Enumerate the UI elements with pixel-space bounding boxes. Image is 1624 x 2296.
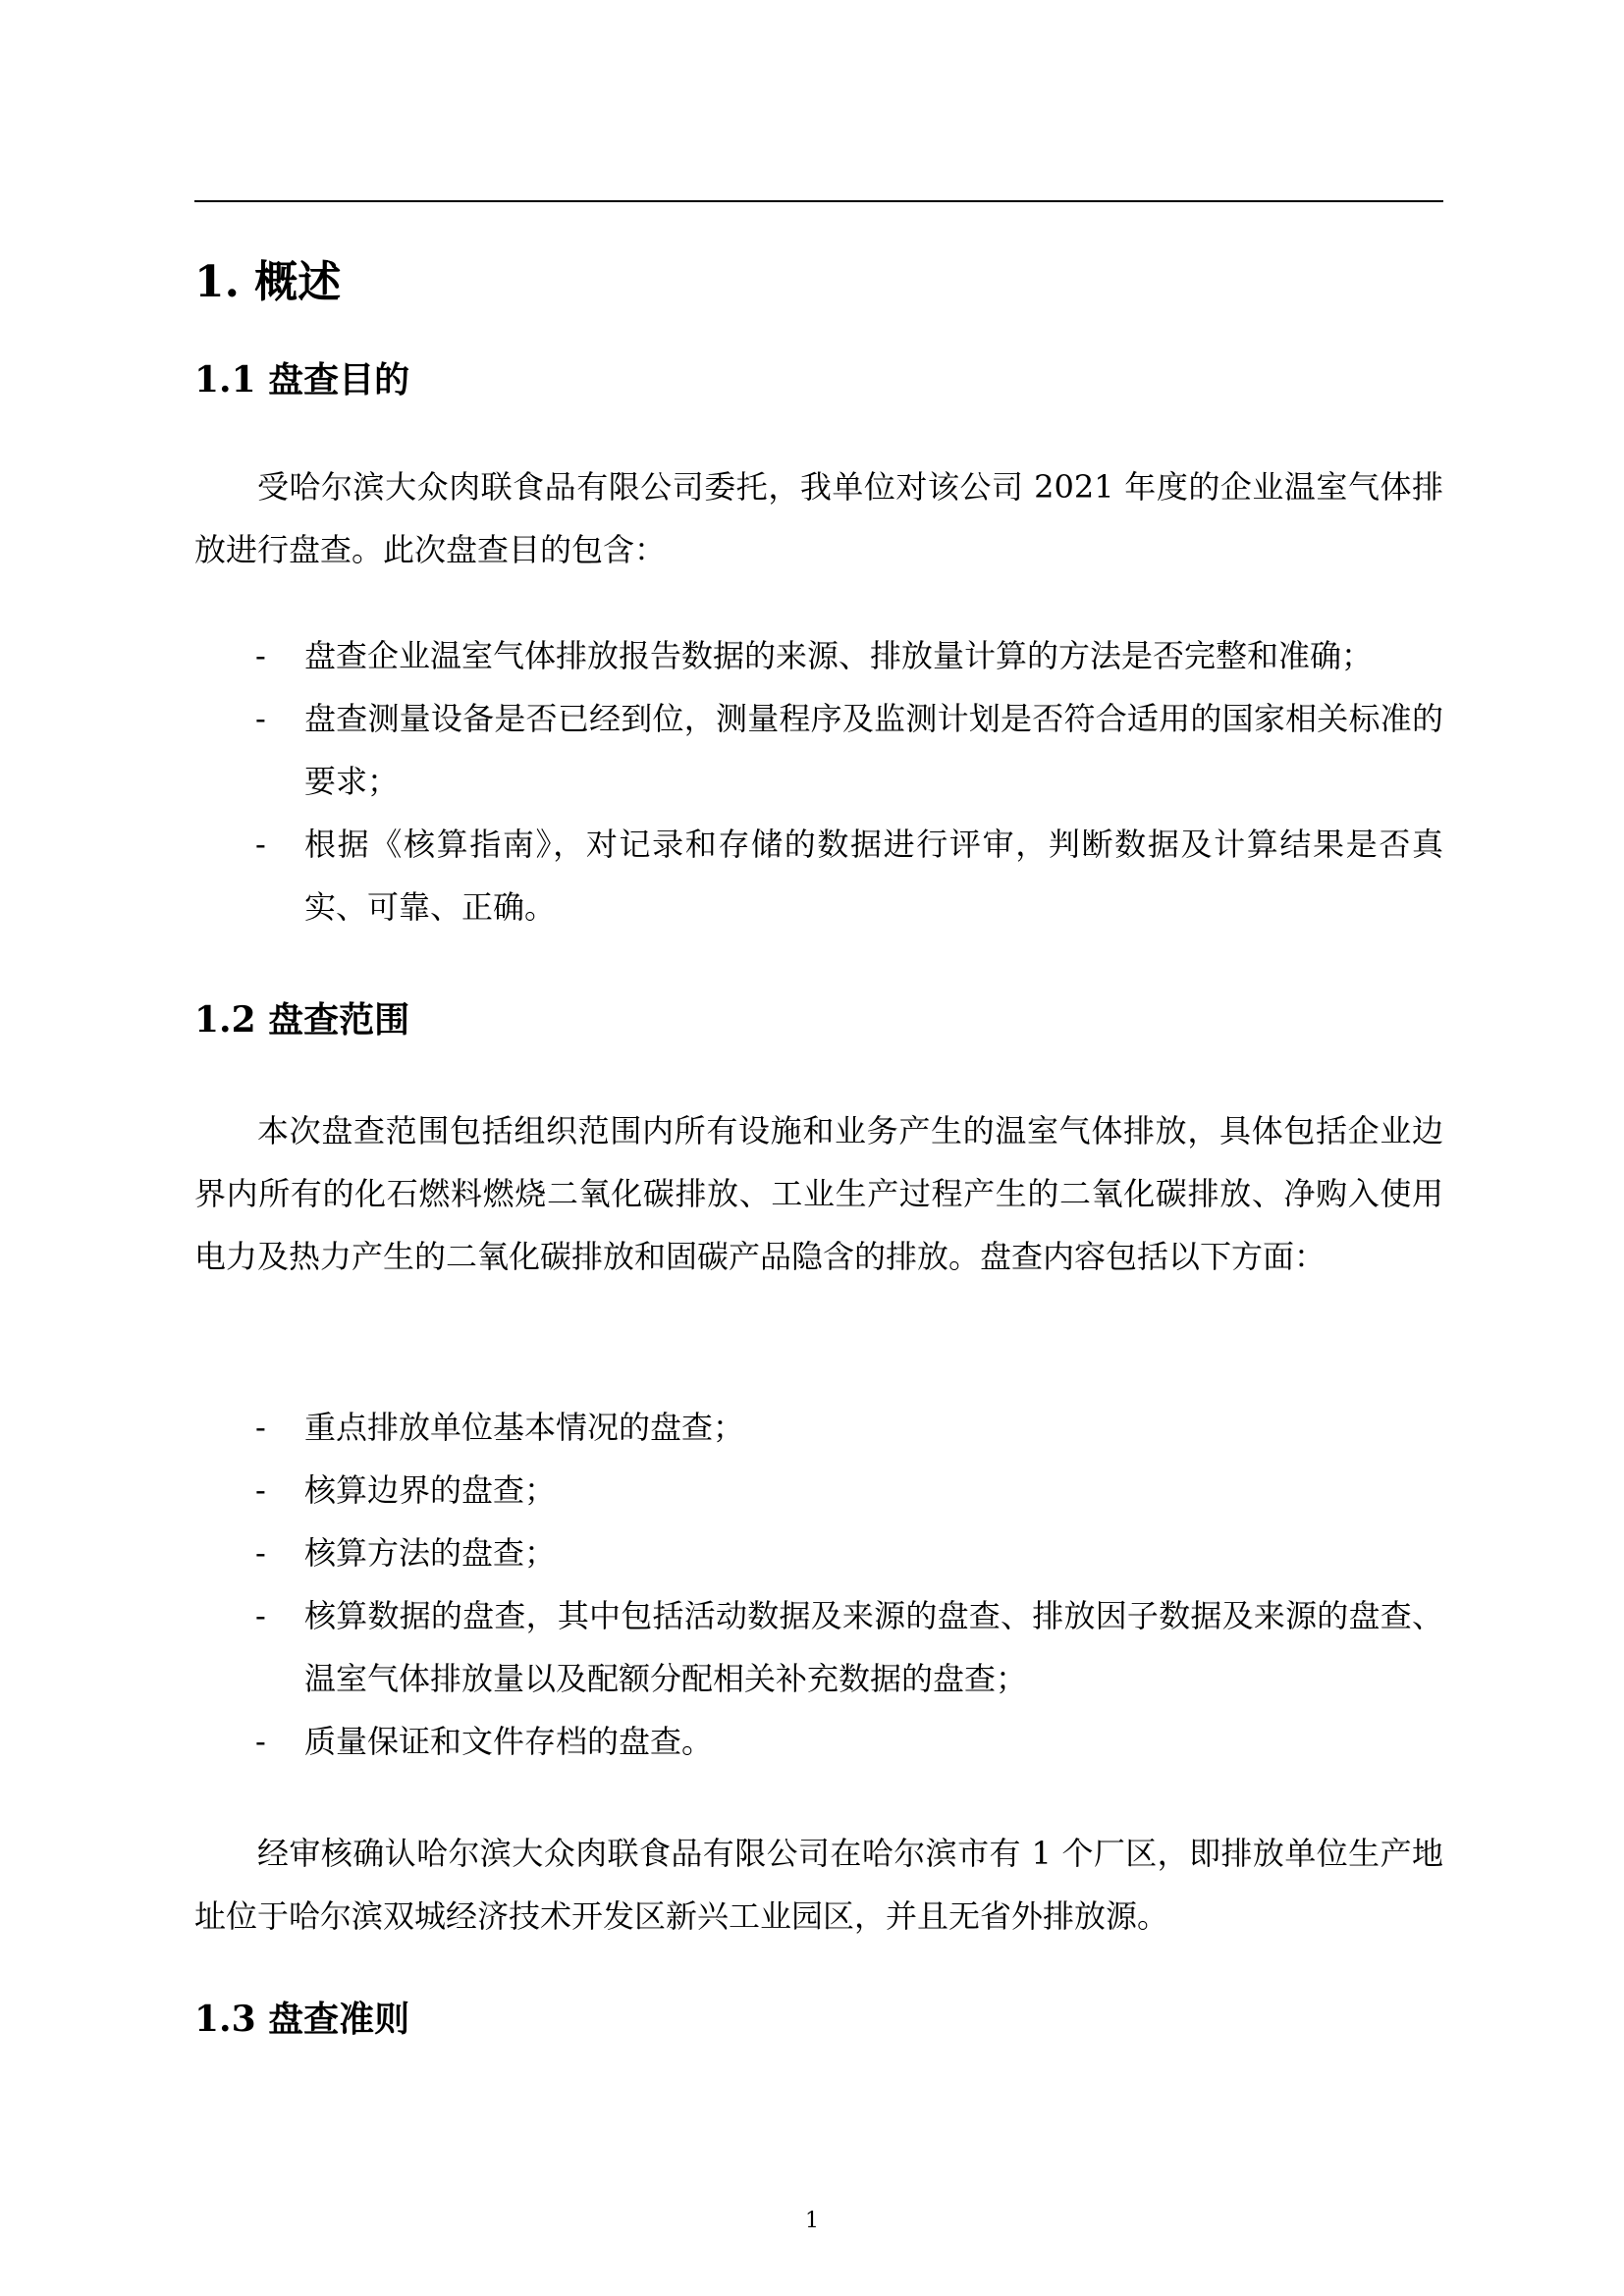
list-marker: - xyxy=(255,1723,266,1760)
list-marker: - xyxy=(255,700,266,737)
heading-scope: 1.2 盘查范围 xyxy=(194,999,410,1041)
list-marker: - xyxy=(255,1534,266,1572)
list-item: - 质量保证和文件存档的盘查。 xyxy=(194,1710,1443,1773)
list-marker: - xyxy=(255,826,266,863)
scope-list xyxy=(194,1396,1443,1773)
list-item: - 根据《核算指南》，对记录和存储的数据进行评审，判断数据及计算结果是否真实、可靠、正确。 xyxy=(194,813,1443,938)
list-item: - 核算边界的盘查； xyxy=(194,1459,1443,1522)
list-marker: - xyxy=(255,1471,266,1509)
heading-overview: 1. 概述 xyxy=(194,257,342,307)
heading-criteria: 1.3 盘查准则 xyxy=(194,1999,410,2040)
list-item: - 核算方法的盘查； xyxy=(194,1522,1443,1584)
list-item: - 核算数据的盘查，其中包括活动数据及来源的盘查、排放因子数据及来源的盘查、温室气体排放量以及配额分配相关补充数据的盘查； xyxy=(194,1584,1443,1710)
heading-purpose: 1.1 盘查目的 xyxy=(194,359,410,400)
scope-conclusion-paragraph: 经审核确认哈尔滨大众肉联食品有限公司在哈尔滨市有 1 个厂区，即排放单位生产地址位于哈尔滨双城经济技术开发区新兴工业园区，并且无省外排放源。 xyxy=(194,1835,1443,1935)
scope-intro-paragraph: 本次盘查范围包括组织范围内所有设施和业务产生的温室气体排放，具体包括企业边界内所有的化石燃料燃烧二氧化碳排放、工业生产过程产生的二氧化碳排放、净购入使用电力及热力产生的二氧化碳排放和固碳产品隐含的排放。盘查内容包括以下方面： xyxy=(194,1112,1443,1275)
list-item: - 盘查企业温室气体排放报告数据的来源、排放量计算的方法是否完整和准确； xyxy=(194,624,1443,687)
list-item: - 盘查测量设备是否已经到位，测量程序及监测计划是否符合适用的国家相关标准的要求； xyxy=(194,687,1443,813)
purpose-list xyxy=(194,624,1443,938)
list-marker: - xyxy=(255,1597,266,1634)
header-rule xyxy=(194,200,1443,202)
list-marker: - xyxy=(255,637,266,674)
list-item: - 重点排放单位基本情况的盘查； xyxy=(194,1396,1443,1459)
purpose-intro-paragraph: 受哈尔滨大众肉联食品有限公司委托，我单位对该公司 2021 年度的企业温室气体排放进行盘查。此次盘查目的包含： xyxy=(194,468,1443,568)
page-number: 1 xyxy=(805,2209,819,2233)
list-marker: - xyxy=(255,1409,266,1446)
